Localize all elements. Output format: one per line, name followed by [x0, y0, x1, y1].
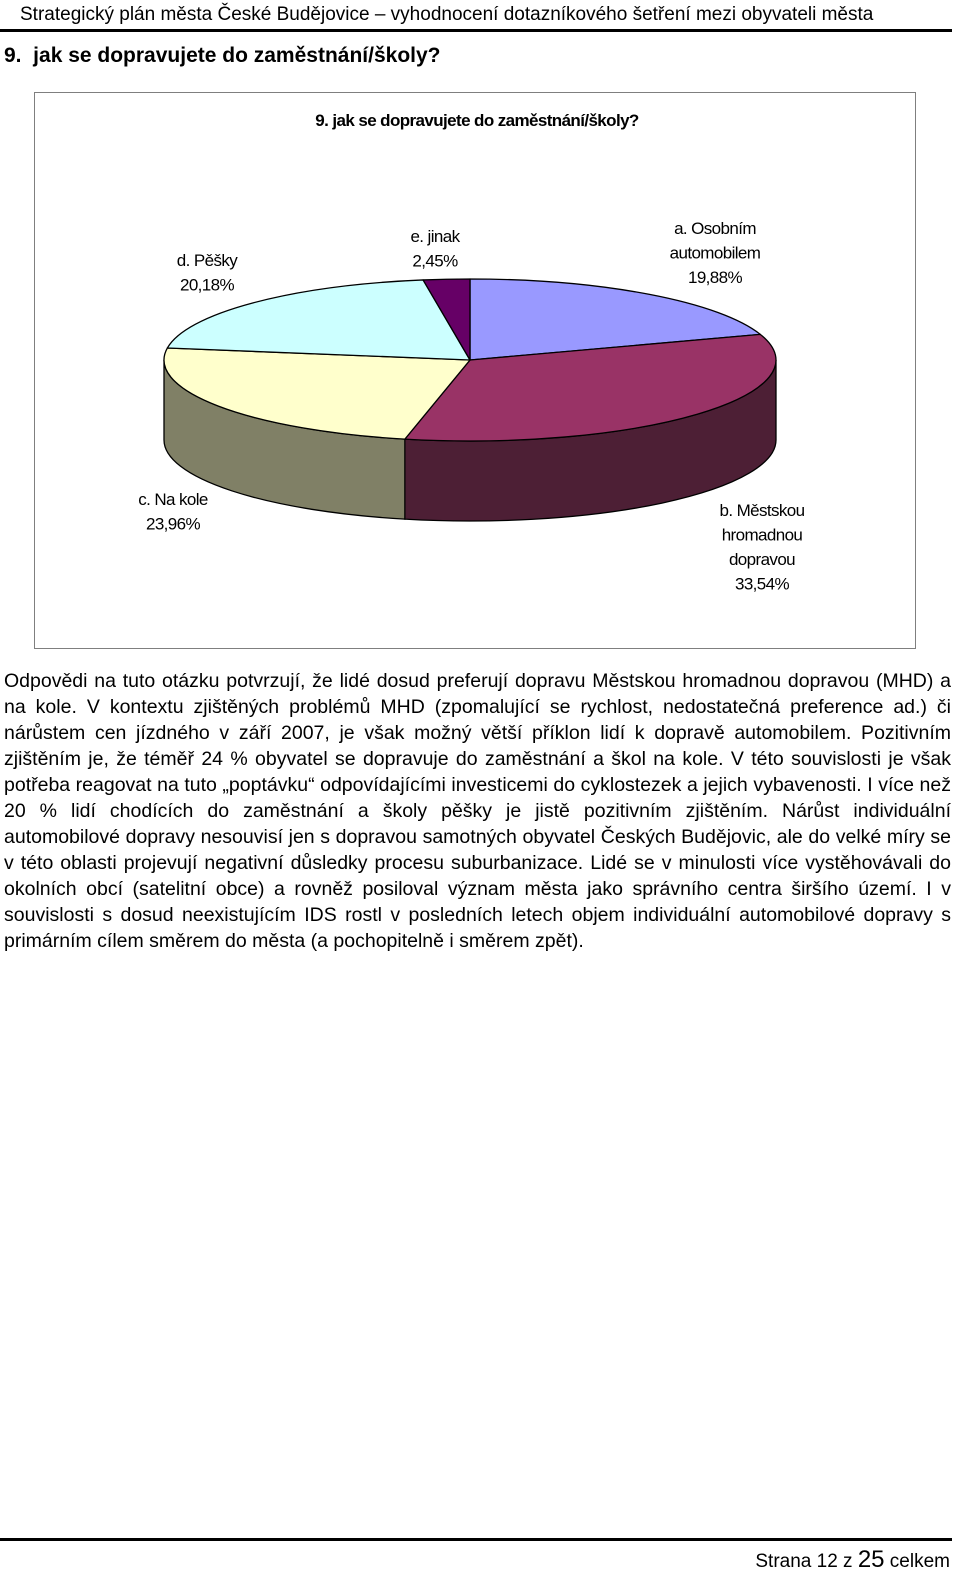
- pie-chart: [35, 93, 917, 650]
- slice-name-line: b. Městskou: [719, 501, 805, 520]
- chart-title: 9. jak se dopravujete do zaměstnání/školy?: [315, 111, 639, 130]
- slice-name-line: a. Osobním: [674, 219, 756, 238]
- slice-name-line: e. jinak: [410, 227, 460, 246]
- running-title: Strategický plán města České Budějovice – vyhodnocení dotazníkového šetření mezi obyvateli města: [20, 4, 874, 25]
- slice-value-label: 20,18%: [179, 275, 235, 295]
- page-header: [0, 0, 960, 30]
- slice-label-c-na-kole: [138, 490, 208, 534]
- slice-value-label: 19,88%: [687, 268, 743, 287]
- pie-tops: [164, 279, 776, 441]
- slice-value-label: 23,96%: [145, 514, 201, 534]
- section-heading: 9. jak se dopravujete do zaměstnání/školy?: [4, 44, 441, 67]
- slice-label-d-pesky: [177, 251, 238, 295]
- page-number: [755, 1546, 950, 1574]
- slice-label-e-jinak: [410, 227, 460, 271]
- total-pages: 25: [857, 1546, 885, 1573]
- page-prefix: Strana 12 z: [755, 1551, 858, 1572]
- slice-value-label: 33,54%: [734, 574, 790, 594]
- footer-rule: [0, 1538, 952, 1541]
- slice-value-label: 2,45%: [412, 251, 458, 271]
- slice-name-line: hromadnou: [721, 525, 803, 545]
- body-paragraph: Odpovědi na tuto otázku potvrzují, že lidé dosud preferují dopravu Městskou hromadnou dopravou (MHD) a na kole. V kontextu zjištěných problémů MHD (zpomalující se rychlost, nedostatečná preference ad.) či nárůstem cen jízdného v září 2007, je však možný větší příklon lidí k dopravě automobilem. Pozitivním zjištěním je, že téměř 24 % obyvatel se dopravuje do zaměstnání a škol na kole. V této souvislosti je však potřeba reagovat na tuto „poptávku“ odpovídajícími investicemi do cyklostezek a jejich vybavenosti. I více než 20 % lidí chodících do zaměstnání a školy pěšky je jistě pozitivním zjištěním. Nárůst individuální automobilové dopravy nesouvisí jen s dopravou samotných obyvatel Českých Budějovic, ale do velké míry se v této oblasti projevují negativní důsledky procesu suburbanizace. Lidé se v minulosti více vystěhovávali do okolních obcí (satelitní obce) a rovněž posiloval význam města jako správního centra širšího území. I v souvislosti s dosud neexistujícím IDS rostl v posledních letech objem individuální automobilové dopravy s primárním cílem směrem do města (a pochopitelně i směrem zpět).: [4, 670, 951, 952]
- chart-frame: [34, 92, 916, 649]
- slice-name-line: c. Na kole: [138, 490, 208, 509]
- slice-name-line: d. Pěšky: [176, 251, 238, 270]
- slice-name-line: automobilem: [669, 243, 761, 263]
- slice-label-b-mestskou-hromadnou-dopravou: [719, 501, 804, 594]
- slice-name-line: dopravou: [728, 550, 796, 569]
- slice-label-a-osobnim-automobilem: [670, 219, 761, 287]
- header-rule: [0, 29, 952, 32]
- page-suffix: celkem: [884, 1551, 950, 1572]
